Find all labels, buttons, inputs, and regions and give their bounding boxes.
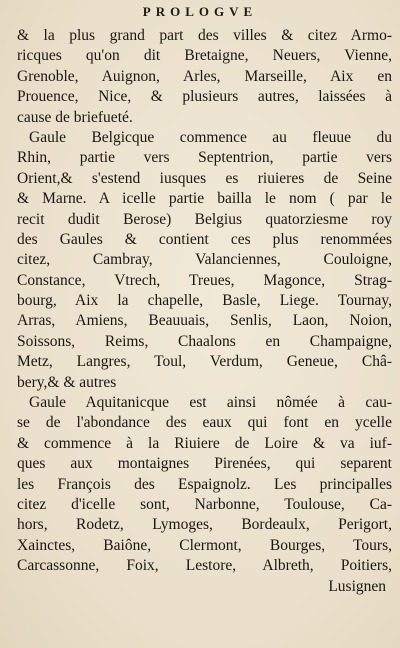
text-line: bery,& & autres	[17, 373, 117, 391]
text-line: citez d'icelle sont, Narbonne, Toulouse, Ca-	[17, 495, 392, 513]
text-line: se de l'abondance des eaux qui font en ycelle	[17, 414, 392, 432]
text-line: & Marne. A icelle partie bailla le nom ( par le	[17, 190, 392, 208]
text-line: & commence à la Riuiere de Loire & va iuf-	[17, 434, 392, 452]
running-title: PROLOGVE	[142, 4, 258, 19]
text-line: recit dudit Berose) Belgius quatorziesme roy	[17, 210, 392, 228]
text-line: Rhin, partie vers Septentrion, partie vers	[17, 149, 392, 167]
text-line: ques aux montaignes Pirenées, qui separent	[17, 455, 392, 473]
text-line: hors, Rodetz, Lymoges, Bordeaulx, Perigort,	[17, 516, 392, 534]
text-line: Xainctes, Baiône, Clermont, Bourges, Tours,	[17, 536, 392, 554]
text-line: & la plus grand part des villes & citez Armo-	[17, 27, 392, 44]
text-line: Orient,& s'estend iusques es riuieres de Seine	[17, 169, 392, 187]
text-line: Gaule Belgicque commence au fleuue du	[29, 128, 392, 146]
text-line: Soissons, Reims, Chaalons en Champaigne,	[17, 332, 392, 350]
text-line: Arras, Amiens, Beauuais, Senlis, Laon, Noion,	[17, 312, 392, 330]
text-line: bourg, Aix la chapelle, Basle, Liege. Tournay,	[17, 292, 392, 310]
body-text	[17, 26, 392, 597]
text-line: Grenoble, Auignon, Arles, Marseille, Aix en	[17, 67, 392, 85]
text-line: Prouence, Nice, & plusieurs autres, laissées à	[17, 88, 392, 106]
text-line: des Gaules & contient ces plus renommées	[17, 230, 392, 248]
text-line: Metz, Langres, Toul, Verdum, Geneue, Châ-	[17, 353, 392, 371]
text-line: cause de briefueté.	[17, 108, 133, 126]
text-line: les François des Espaignolz. Les principalles	[17, 475, 392, 493]
text-line: citez, Cambray, Valanciennes, Couloigne,	[17, 251, 392, 269]
text-line: Carcassonne, Foix, Lestore, Albreth, Poitiers,	[17, 557, 392, 575]
text-line: ricques qu'on dit Bretaigne, Neuers, Vienne,	[17, 47, 392, 65]
text-line: Constance, Vtrech, Treues, Magonce, Strag-	[17, 271, 392, 289]
catchword: Lusignen	[328, 577, 386, 595]
text-line: Gaule Aquitanicque est ainsi nômée à cau-	[29, 394, 392, 412]
